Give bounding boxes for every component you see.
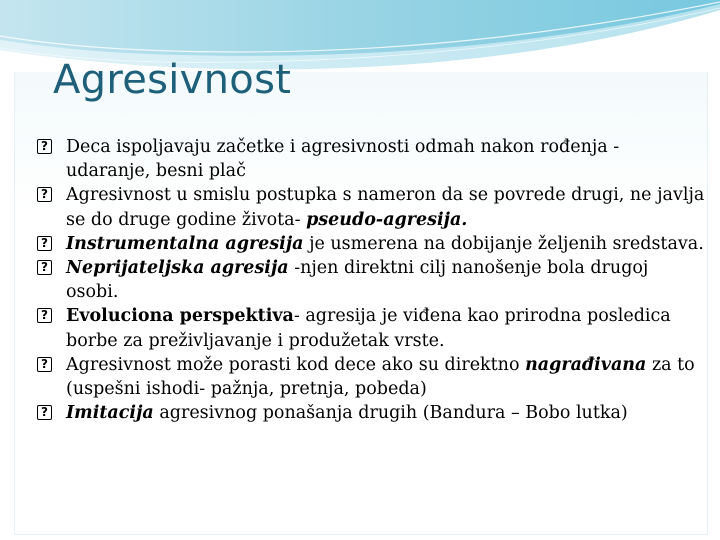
bullet-item [37, 232, 705, 256]
slide-title: Agresivnost [53, 57, 292, 103]
bullet-text-segment: Agresivnost može porasti kod dece ako su direktno [66, 354, 526, 375]
unknown-glyph-icon: ? [37, 405, 52, 420]
bullet-text-segment: Evoluciona perspektiva [66, 306, 294, 327]
unknown-glyph-icon: ? [37, 139, 52, 154]
bullet-item [37, 135, 705, 183]
bullet-item [37, 401, 705, 425]
bullet-item [37, 304, 705, 352]
unknown-glyph-icon: ? [37, 308, 52, 323]
bullet-text-segment: -njen direktni cilj nanošenje bola drugoj osobi. [66, 258, 649, 303]
bullet-text-segment: - agresija je viđena kao prirodna posledica borbe za preživljavanje i produžetak vrste. [66, 306, 671, 351]
bullet-text-segment: je usmerena na dobijanje željenih sredstava. [303, 233, 704, 254]
bullet-text-segment: nagrađivana [525, 354, 647, 375]
bullet-text-segment: pseudo-agresija. [306, 209, 468, 230]
bullet-text-segment: Neprijateljska agresija [66, 258, 289, 279]
bullet-text-segment: Imitacija [66, 403, 154, 424]
bullet-list [37, 135, 705, 425]
unknown-glyph-icon: ? [37, 187, 52, 202]
bullet-text-segment: Instrumentalna agresija [66, 233, 304, 254]
unknown-glyph-icon: ? [37, 357, 52, 372]
bullet-text-segment: agresivnog ponašanja drugih (Bandura – Bobo lutka) [153, 403, 628, 424]
bullet-text-segment: Deca ispoljavaju začetke i agresivnosti odmah nakon rođenja - udaranje, besni plač [66, 137, 620, 182]
bullet-item [37, 183, 705, 231]
unknown-glyph-icon: ? [37, 260, 52, 275]
unknown-glyph-icon: ? [37, 236, 52, 251]
bullet-text-segment: za to (uspešni ishodi- pažnja, pretnja, pobeda) [66, 354, 695, 400]
bullet-text-segment: Agresivnost u smislu postupka s nameron da se povrede drugi, ne javlja se do druge godine života- [66, 185, 705, 230]
bullet-item [37, 256, 705, 304]
bullet-item [37, 353, 705, 401]
